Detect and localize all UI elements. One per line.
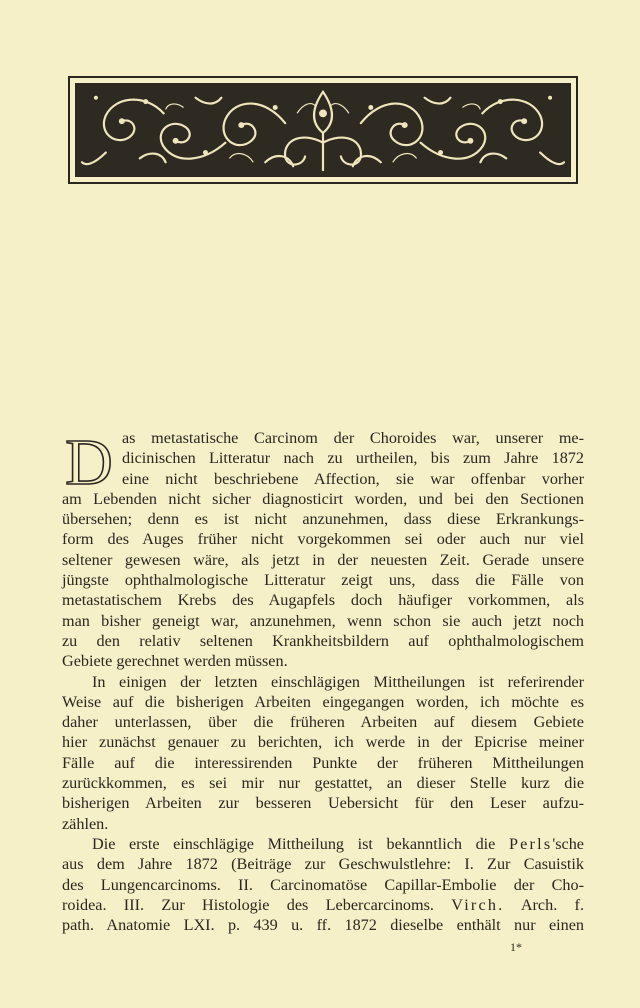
text-line: dicinischen Litteratur nach zu urtheilen, bis zum Jahre 1872 xyxy=(122,449,584,468)
text-line: In einigen der letzten einschlägigen Mittheilungen ist referirender xyxy=(92,672,584,691)
text-line: übersehen; denn es ist nicht anzunehmen, dass diese Erkrankungs- xyxy=(62,510,584,529)
text-line: Weise auf die bisherigen Arbeiten eingegangen worden, ich möchte es xyxy=(62,692,584,711)
text-line: zurückkommen, es sei mir nur gestattet, an dieser Stelle kurz die xyxy=(62,774,584,793)
text-line: jüngste ophthalmologische Litteratur zeigt uns, dass die Fälle von xyxy=(62,571,584,590)
text-line: Die erste einschlägige Mittheilung ist bekanntlich die Perls'sche xyxy=(92,834,584,853)
text-line: metastatischem Krebs des Augapfels doch häufiger vorkommen, als xyxy=(62,591,584,610)
floral-headpiece-icon xyxy=(68,76,578,184)
text-line: eine nicht beschriebene Affection, sie war offenbar vorher xyxy=(122,469,584,488)
text-line: hier zunächst genauer zu berichten, ich werde in der Epicrise meiner xyxy=(62,733,584,752)
text-line: bisherigen Arbeiten zur besseren Uebersicht für den Leser aufzu- xyxy=(62,794,584,813)
text-line: Gebiete gerechnet werden müssen. xyxy=(62,652,288,671)
text-line: path. Anatomie LXI. p. 439 u. ff. 1872 dieselbe enthält nur einen xyxy=(62,916,584,935)
dropcap-d-icon xyxy=(62,430,116,494)
text-line: des Lungencarcinoms. II. Carcinomatöse Capillar-Embolie der Cho- xyxy=(62,875,584,894)
text-line: zählen. xyxy=(62,814,109,833)
text-line: aus dem Jahre 1872 (Beiträge zur Geschwulstlehre: I. Zur Casuistik xyxy=(62,855,584,874)
text-line: am Lebenden nicht sicher diagnosticirt worden, und bei den Sectionen xyxy=(62,489,584,508)
text-line: man bisher geneigt war, anzunehmen, wenn schon sie auch jetzt noch xyxy=(62,611,584,630)
text-line: form des Auges früher nicht vorgekommen sei oder auch nur viel xyxy=(62,530,584,549)
signature-mark: 1* xyxy=(510,940,522,954)
text-line: seltener gewesen wäre, als jetzt in der neuesten Zeit. Gerade unsere xyxy=(62,550,584,569)
floral-ornament-graphic xyxy=(76,84,570,176)
text-line: roidea. III. Zur Histologie des Lebercarcinoms. Virch. Arch. f. xyxy=(62,895,584,914)
text-line: as metastatische Carcinom der Choroides war, unserer me- xyxy=(122,429,584,447)
dropcap-letter xyxy=(62,430,116,494)
svg-text:D: D xyxy=(65,430,113,494)
text-line: daher unterlassen, über die früheren Arbeiten auf diesem Gebiete xyxy=(62,713,584,732)
body-text xyxy=(62,428,584,935)
text-line: Fälle auf die interessirenden Punkte der früheren Mittheilungen xyxy=(62,753,584,772)
text-line: zu den relativ seltenen Krankheitsbildern auf ophthalmologischem xyxy=(62,631,584,650)
